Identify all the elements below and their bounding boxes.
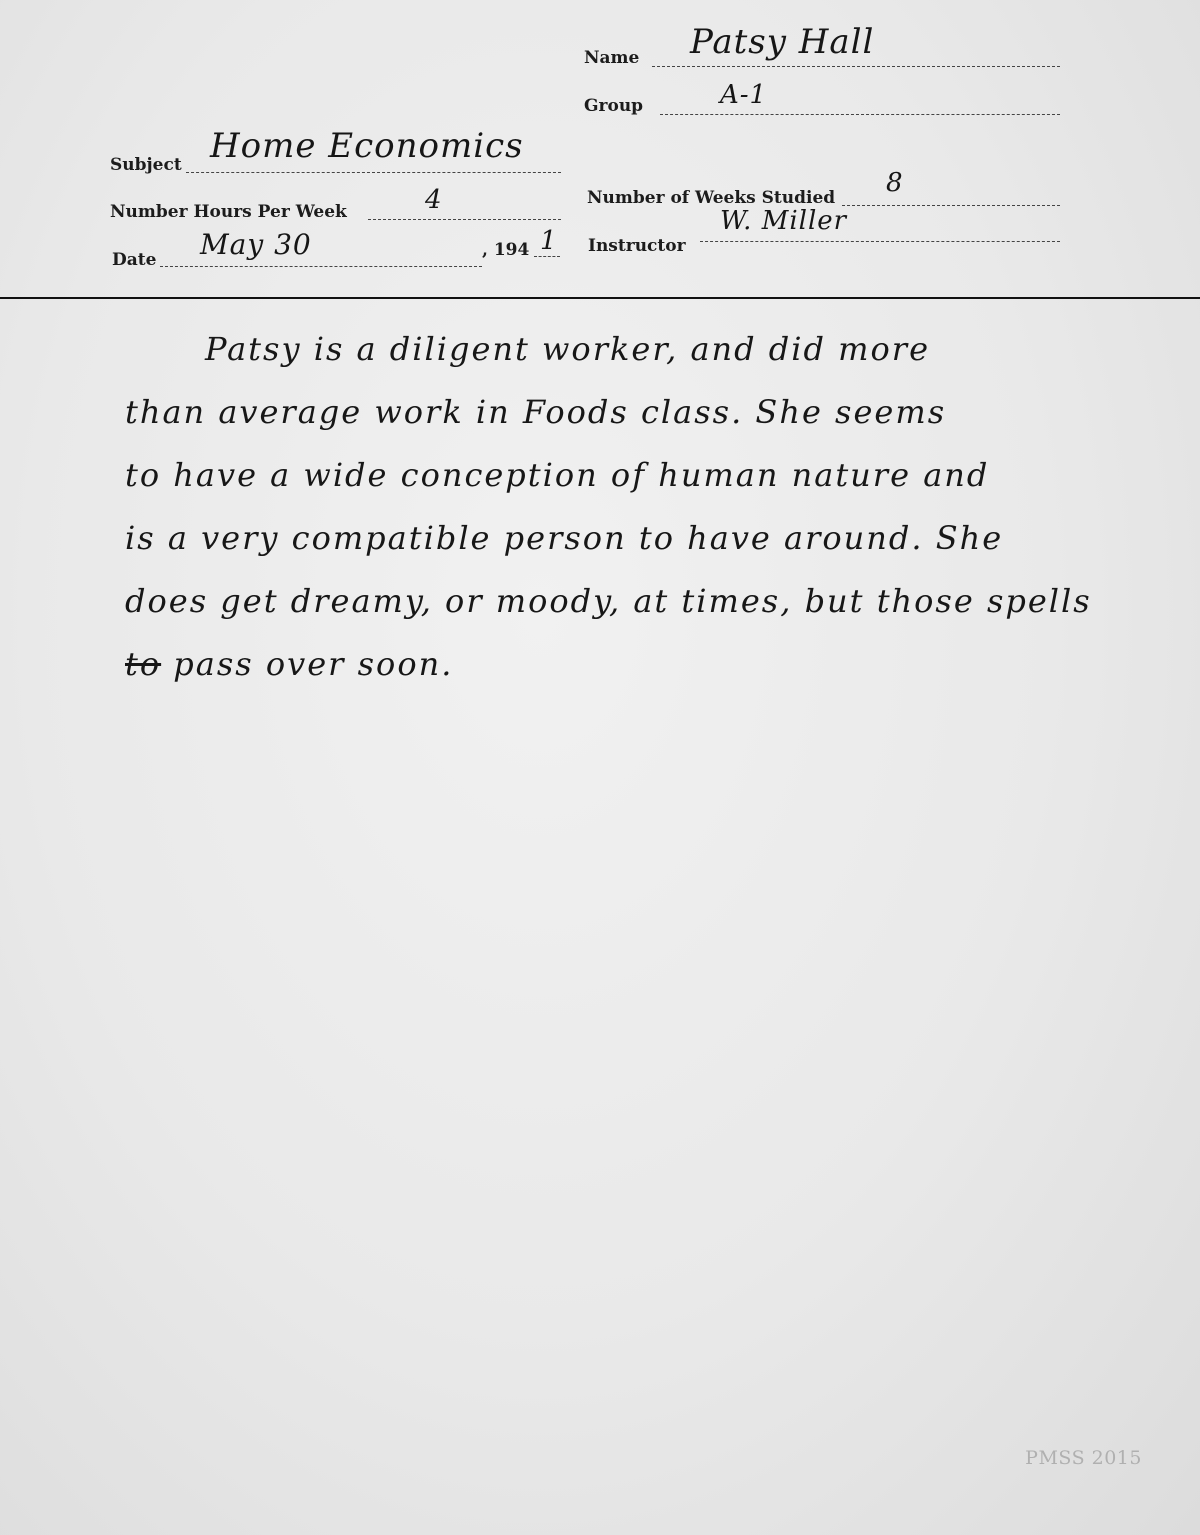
group-value: A-1 <box>720 80 768 110</box>
date-year-prefix: , 194 <box>482 240 530 260</box>
date-value: May 30 <box>200 228 312 261</box>
comment-line-end: pass over soon. <box>173 645 454 683</box>
name-value: Patsy Hall <box>690 22 875 62</box>
archive-watermark: PMSS 2015 <box>1025 1447 1142 1469</box>
group-line <box>660 114 1060 115</box>
comment-last-line <box>125 633 1165 696</box>
name-label: Name <box>584 48 640 68</box>
weeks-studied-value: 8 <box>886 168 904 198</box>
comment-line: than average work in Foods class. She seems <box>125 393 947 431</box>
comment-line: does get dreamy, or moody, at times, but those spells <box>125 582 1092 620</box>
date-year-suffix: 1 <box>540 226 558 256</box>
struck-word: to <box>125 645 162 683</box>
hours-per-week-line <box>368 219 561 220</box>
date-line <box>160 266 482 267</box>
name-line <box>652 66 1060 67</box>
instructor-line <box>700 241 1060 242</box>
weeks-studied-label: Number of Weeks Studied <box>587 188 836 208</box>
subject-line <box>186 172 561 173</box>
hours-per-week-label: Number Hours Per Week <box>110 202 347 222</box>
header-divider <box>0 297 1200 299</box>
comment-body <box>125 318 1165 696</box>
instructor-label: Instructor <box>588 236 686 256</box>
instructor-value: W. Miller <box>720 206 848 236</box>
comment-line: to have a wide conception of human nature and <box>125 456 990 494</box>
date-label: Date <box>112 250 157 270</box>
group-label: Group <box>584 96 644 116</box>
weeks-studied-line <box>842 205 1060 206</box>
comment-line: Patsy is a diligent worker, and did more <box>205 330 930 368</box>
subject-label: Subject <box>110 155 182 175</box>
subject-value: Home Economics <box>210 126 524 166</box>
hours-per-week-value: 4 <box>425 185 443 215</box>
comment-line: is a very compatible person to have around. She <box>125 519 1004 557</box>
date-year-line <box>534 256 560 257</box>
